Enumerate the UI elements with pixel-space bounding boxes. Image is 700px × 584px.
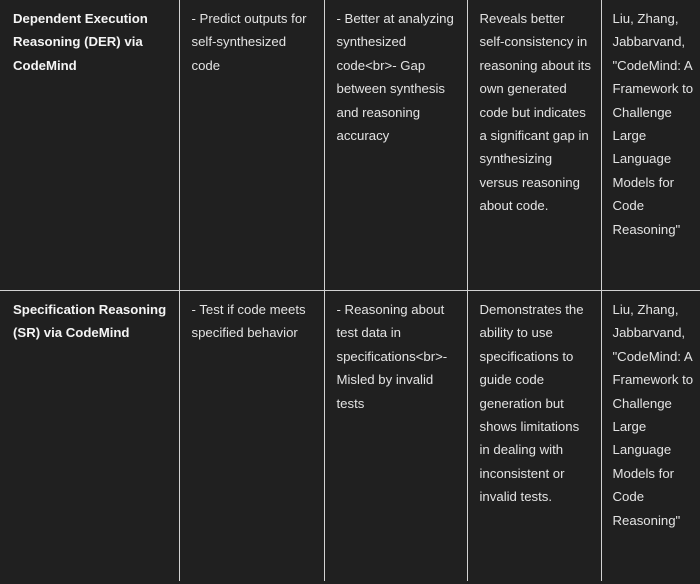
task-cell: - Test if code meets specified behavior	[179, 291, 324, 582]
findings-cell: Reveals better self-consistency in reasoning about its own generated code but indicates a significant gap in synthesizing versus reasoning about code.	[467, 0, 601, 291]
findings-cell: Demonstrates the ability to use specifications to guide code generation but shows limitations in dealing with inconsistent or invalid tests.	[467, 291, 601, 582]
table-row	[0, 0, 700, 291]
task-cell: - Predict outputs for self-synthesized code	[179, 0, 324, 291]
source-cell: Liu, Zhang, Jabbarvand, "CodeMind: A Framework to Challenge Large Language Models for Code Reasoning"	[601, 291, 700, 582]
method-cell: Dependent Execution Reasoning (DER) via CodeMind	[0, 0, 179, 291]
method-cell: Specification Reasoning (SR) via CodeMind	[0, 291, 179, 582]
table-row	[0, 291, 700, 582]
notes-cell: - Better at analyzing synthesized code<br>- Gap between synthesis and reasoning accuracy	[324, 0, 467, 291]
notes-cell: - Reasoning about test data in specifications<br>- Misled by invalid tests	[324, 291, 467, 582]
source-cell: Liu, Zhang, Jabbarvand, "CodeMind: A Framework to Challenge Large Language Models for Code Reasoning"	[601, 0, 700, 291]
